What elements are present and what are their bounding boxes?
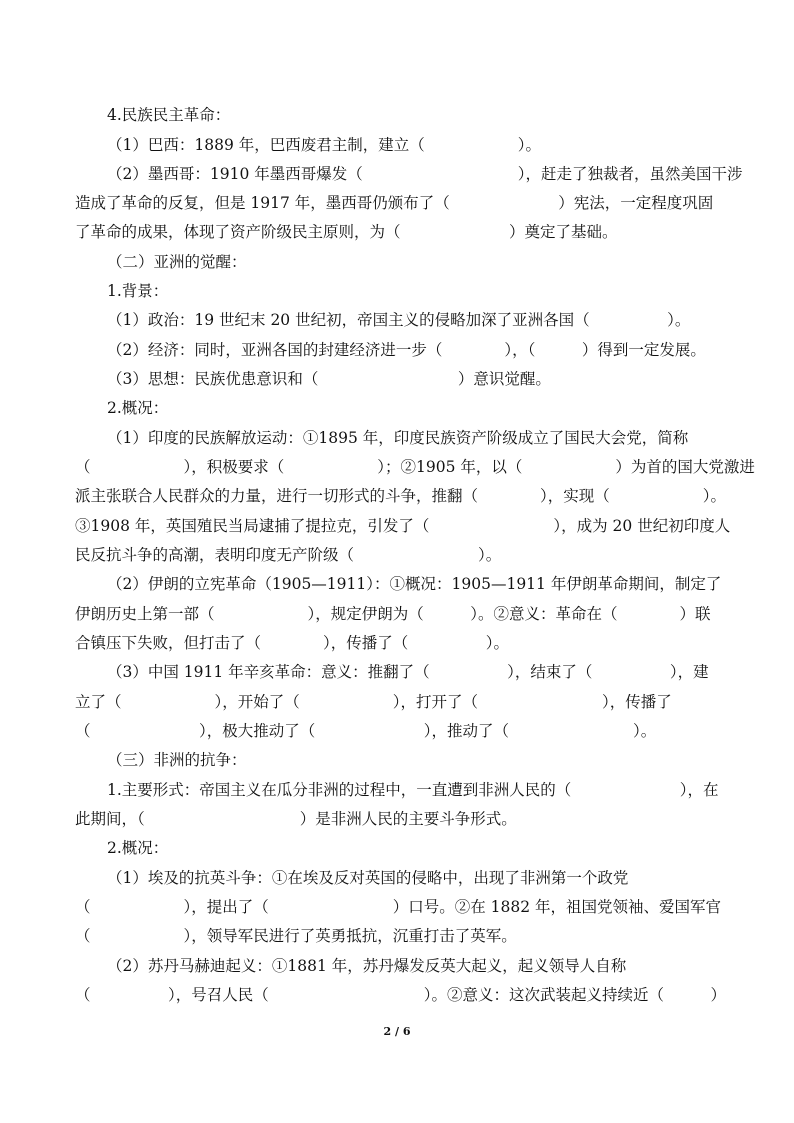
text-line: （ ），领导军民进行了英勇抵抗，沉重打击了英军。 xyxy=(75,927,517,945)
text-line: （1）印度的民族解放运动：①1895 年，印度民族资产阶级成立了国民大会党，简称 xyxy=(107,429,689,447)
text-line: （1）政治：19 世纪末 20 世纪初，帝国主义的侵略加深了亚洲各国（ ）。 xyxy=(107,311,691,329)
subsection-heading: 2.概况： xyxy=(107,839,169,857)
text-line: （2）伊朗的立宪革命（1905—1911）：①概况：1905—1911 年伊朗革命期间，制定了 xyxy=(107,575,722,593)
text-line: （3）思想：民族优患意识和（ ）意识觉醒。 xyxy=(107,370,551,388)
text-line: 1.主要形式：帝国主义在瓜分非洲的过程中，一直遭到非洲人民的（ ），在 xyxy=(107,781,719,799)
text-line: （3）中国 1911 年辛亥革命：意义：推翻了（ ），结束了（ ），建 xyxy=(107,663,709,681)
text-line: （ ），积极要求（ ）；②1905 年，以（ ）为首的国大党激进 xyxy=(75,458,755,476)
text-line: （ ），极大推动了（ ），推动了（ ）。 xyxy=(75,722,657,740)
text-line: 造成了革命的反复，但是 1917 年，墨西哥仍颁布了（ ）宪法，一定程度巩固 xyxy=(75,194,714,212)
text-line: 民反抗斗争的高潮，表明印度无产阶级（ ）。 xyxy=(75,546,502,564)
text-line: （2）苏丹马赫迪起义：①1881 年，苏丹爆发反英大起义，起义领导人自称 xyxy=(107,957,627,975)
subsection-heading: 2.概况： xyxy=(107,399,169,417)
text-line: 了革命的成果，体现了资产阶级民主原则，为（ ）奠定了基础。 xyxy=(75,223,618,241)
text-line: 立了（ ），开始了（ ），打开了（ ），传播了 xyxy=(75,693,672,711)
text-line: 伊朗历史上第一部（ ），规定伊朗为（ ）。②意义：革命在（ ）联 xyxy=(75,605,711,623)
text-line: （1）埃及的抗英斗争：①在埃及反对英国的侵略中，出现了非洲第一个政党 xyxy=(107,869,629,887)
text-line: （1）巴西：1889 年，巴西废君主制，建立（ ）。 xyxy=(107,136,541,154)
text-line: （2）经济：同时，亚洲各国的封建经济进一步（ ），（ ）得到一定发展。 xyxy=(107,341,706,359)
section-heading: 4.民族民主革命： xyxy=(107,106,231,124)
page-number: 2 / 6 xyxy=(383,1025,411,1038)
text-line: （2）墨西哥：1910 年墨西哥爆发（ ），赶走了独裁者，虽然美国干涉 xyxy=(107,165,743,183)
text-line: （ ），号召人民（ ）。②意义：这次武装起义持续近（ ） xyxy=(75,986,727,1004)
text-line: 派主张联合人民群众的力量，进行一切形式的斗争，推翻（ ），实现（ ）。 xyxy=(75,487,727,505)
section-heading: （三）非洲的抗争： xyxy=(107,751,247,769)
text-line: ③1908 年，英国殖民当局逮捕了提拉克，引发了（ ），成为 20 世纪初印度人 xyxy=(75,517,731,535)
text-line: 此期间，（ ）是非洲人民的主要斗争形式。 xyxy=(75,810,517,828)
subsection-heading: 1.背景： xyxy=(107,282,169,300)
text-line: 合镇压下失败，但打击了（ ），传播了（ ）。 xyxy=(75,634,510,652)
text-line: （ ），提出了（ ）口号。②在 1882 年，祖国党领袖、爱国军官 xyxy=(75,898,722,916)
section-heading: （二）亚洲的觉醒： xyxy=(107,253,247,271)
